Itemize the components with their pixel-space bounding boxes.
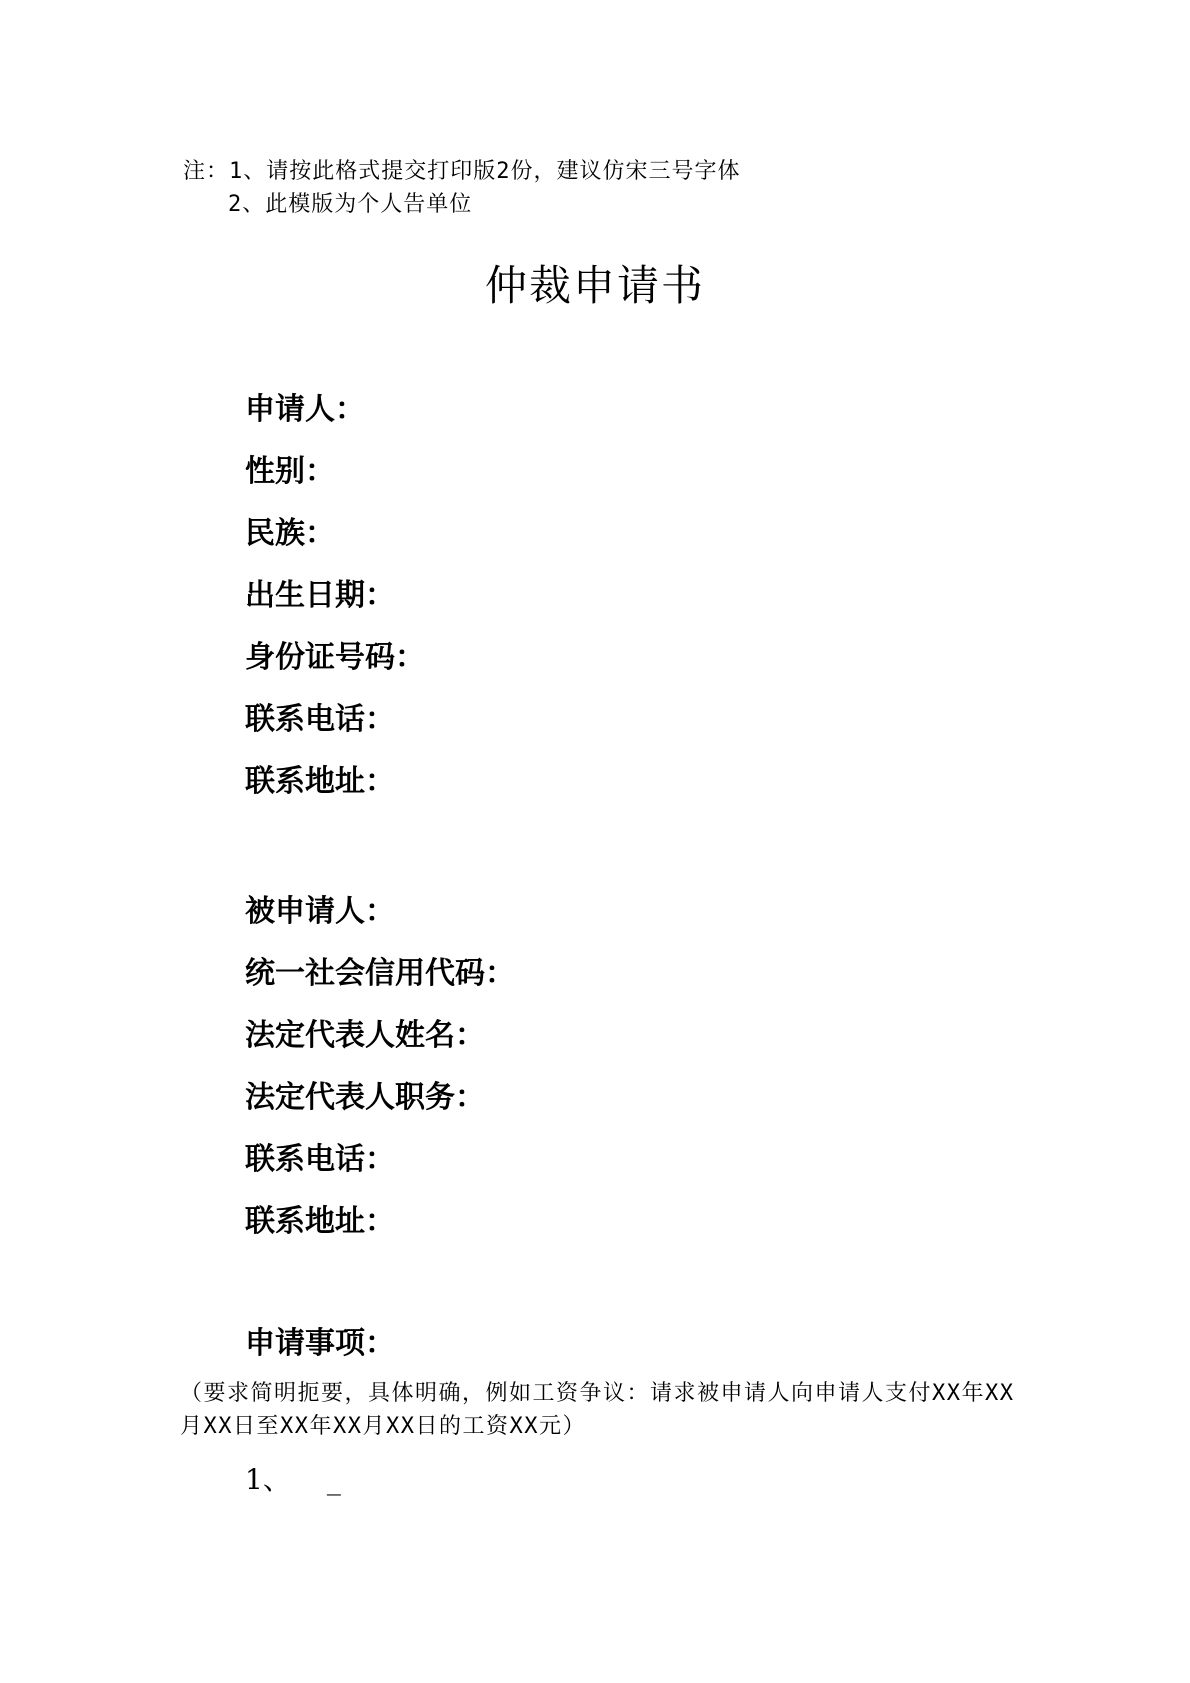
legal-representative-title-label: 法定代表人职务： [245,1080,485,1115]
respondent-phone-label: 联系电话： [245,1142,395,1177]
applicant-gender-label: 性别： [245,454,335,489]
applicant-address-label: 联系地址： [245,764,395,799]
applicant-id-number-label: 身份证号码： [245,640,425,675]
note-line-2: 2、此模版为个人告单位 [228,192,473,217]
applicant-birthdate-label: 出生日期： [245,578,395,613]
applicant-name-label: 申请人： [245,392,365,427]
applicant-phone-label: 联系电话： [245,702,395,737]
note-line-1: 注：1、请按此格式提交打印版2份，建议仿宋三号字体 [183,159,741,184]
applicant-section [245,379,425,813]
respondent-section [245,881,515,1253]
respondent-credit-code-label: 统一社会信用代码： [245,956,515,991]
respondent-name-label: 被申请人： [245,894,395,929]
claims-heading: 申请事项： [245,1326,395,1361]
respondent-address-label: 联系地址： [245,1204,395,1239]
applicant-ethnicity-label: 民族： [245,516,335,551]
claims-instruction: （要求简明扼要，具体明确，例如工资争议：请求被申请人向申请人支付XX年XX月XX日至XX年XX月XX日的工资XX元） [180,1381,1015,1439]
document-title: 仲裁申请书 [484,261,705,310]
claim-item-1 [245,1455,341,1505]
legal-representative-name-label: 法定代表人姓名： [245,1018,485,1053]
claim-item-blank: _ [326,1463,341,1496]
claim-item-number: 1、 [245,1463,291,1496]
